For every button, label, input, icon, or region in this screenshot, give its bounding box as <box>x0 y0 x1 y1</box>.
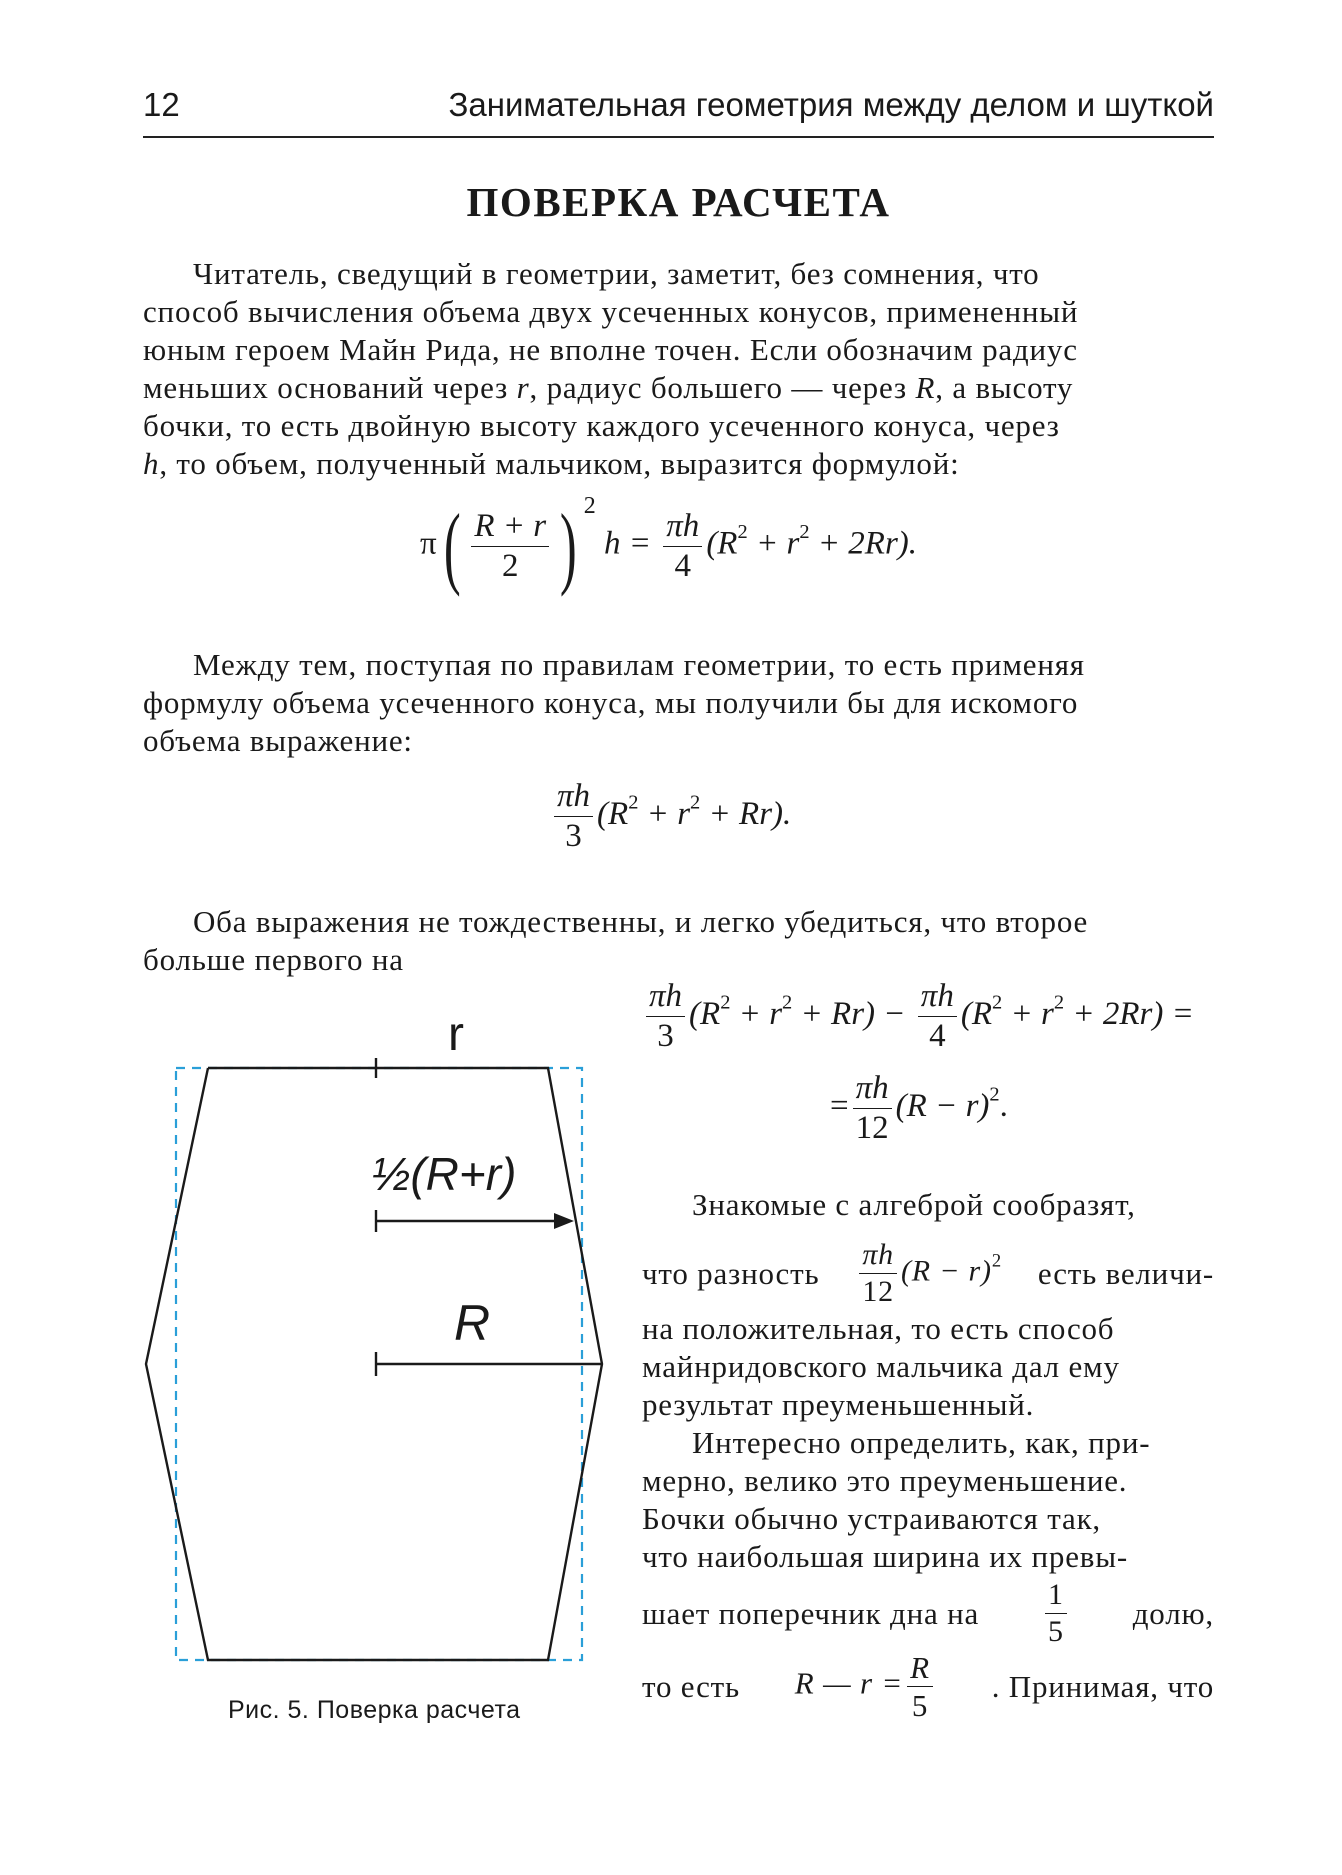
text-line: меньших оснований через r, радиус большего — через R, а высоту <box>143 370 1074 405</box>
text-line-with-fraction: шает поперечник дна на $\frac{1}{5}$ долю, <box>642 1578 1214 1648</box>
text-line: Читатель, сведущий в геометрии, заметит, без сомнения, что <box>193 256 1040 291</box>
text-line: Оба выражения не тождественны, и легко убедиться, что второе <box>193 904 1089 939</box>
text-line: объема выражение: <box>143 723 413 758</box>
text-line: майнридовского мальчика дал ему <box>642 1349 1120 1384</box>
text-line-with-equation: то есть R — r = $\frac{R}{5}$ . Принимая, что <box>642 1650 1214 1723</box>
paragraph-4 <box>642 1186 1214 1224</box>
text-line: формулу объема усеченного конуса, мы получили бы для искомого <box>143 685 1079 720</box>
label-small-radius: r <box>448 1010 464 1061</box>
text-line: Бочки обычно устраиваются так, <box>642 1501 1101 1536</box>
paragraph-2 <box>143 646 1214 760</box>
formula-2: $\frac{\pi h}{3}$ $(R^2 + r^2 + Rr)$. <box>550 780 791 853</box>
text-line: юным героем Майн Рида, не вполне точен. Если обозначим радиус <box>143 332 1078 367</box>
label-large-radius: R <box>454 1295 491 1351</box>
label-half-sum: ½(R+r) <box>372 1148 517 1200</box>
barrel-figure <box>140 1010 620 1690</box>
formula-1: π( $\frac{R + r}{2}$ ) $^2$ h = $\frac{\pi h}{4}$ $(R^2 + r^2 + 2Rr)$. <box>420 493 918 597</box>
figure-caption: Рис. 5. Поверка расчета <box>228 1696 521 1724</box>
text-line: результат преуменьшенный. <box>642 1387 1035 1422</box>
text-line: Интересно определить, как, при- <box>692 1425 1151 1460</box>
text-line: h, то объем, полученный мальчиком, выразится формулой: <box>143 446 960 481</box>
text-line: Между тем, поступая по правилам геометрии, то есть применяя <box>193 647 1085 682</box>
text-line: бочки, то есть двойную высоту каждого усеченного конуса, через <box>143 408 1060 443</box>
text-line-with-formula: что разность $\frac{\pi h}{12}$ $(R - r)^2$ есть величи- <box>642 1238 1214 1308</box>
formula-3-line-1: $\frac{\pi h}{3}$ $(R^2 + r^2 + Rr)$ − $\frac{\pi h}{4}$ $(R^2 + r^2 + 2Rr)$ = <box>642 980 1194 1053</box>
text-line: что наибольшая ширина их превы- <box>642 1539 1128 1574</box>
page-number: 12 <box>143 86 180 123</box>
paragraph-4-rest <box>642 1310 1214 1424</box>
intro-paragraph <box>143 255 1214 483</box>
text-line: больше первого на <box>143 942 404 977</box>
header-divider <box>143 136 1214 138</box>
formula-3-line-2: = $\frac{\pi h}{12}$ $(R - r)^2$. <box>830 1070 1008 1146</box>
running-header: Занимательная геометрия между делом и шуткой <box>448 86 1214 123</box>
text-line: на положительная, то есть способ <box>642 1311 1115 1346</box>
paragraph-5 <box>642 1424 1214 1576</box>
text-line: Знакомые с алгеброй сообразят, <box>692 1187 1136 1222</box>
text-line: способ вычисления объема двух усеченных конусов, примененный <box>143 294 1079 329</box>
text-line: мерно, велико это преуменьшение. <box>642 1463 1128 1498</box>
paragraph-3 <box>143 903 1214 979</box>
section-title: ПОВЕРКА РАСЧЕТА <box>466 179 891 225</box>
half-sum-arrowhead <box>554 1213 574 1229</box>
